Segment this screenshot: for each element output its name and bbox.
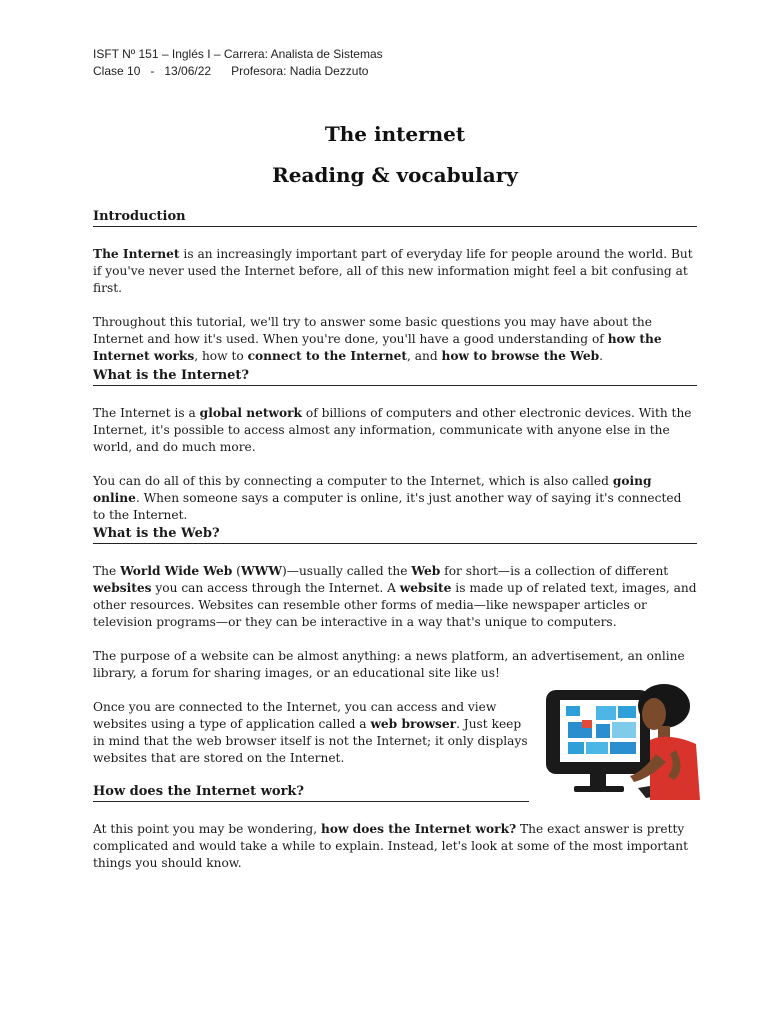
section-heading: What is the Internet? — [93, 367, 697, 386]
paragraph: The Internet is an increasingly important part of everyday life for people around the world. But if you've never used the Internet before, all of this new information might feel a bit confusing at first. — [93, 247, 693, 295]
paragraph: Throughout this tutorial, we'll try to answer some basic questions you may have about the Internet and how it's used. When you're done, you'll have a good understanding of how the Internet works, how to connect to the Internet, and how to browse the Web. — [93, 315, 662, 363]
paragraph: The purpose of a website can be almost anything: a news platform, an advertisement, an online library, a forum for sharing images, or an educational site like us! — [93, 649, 685, 680]
header-class-date: Clase 10 - 13/06/22 — [93, 64, 212, 78]
page-subtitle: Reading & vocabulary — [272, 163, 518, 187]
header-line-1: ISFT Nº 151 – Inglés I – Carrera: Analista de Sistemas — [93, 47, 383, 61]
person-at-computer-illustration — [546, 684, 700, 800]
page-title: The internet — [324, 122, 466, 146]
header-line-2 — [93, 63, 383, 80]
paragraph: Once you are connected to the Internet, you can access and view websites using a type of application called a web browser. Just keep in mind that the web browser itself is not the Internet; it only displays websites that are stored on the Internet. — [93, 700, 528, 765]
section-how-internet-works-heading — [93, 783, 529, 802]
section-what-is-internet — [93, 367, 697, 524]
section-heading: How does the Internet work? — [93, 783, 529, 802]
document-header — [93, 46, 383, 80]
paragraph: You can do all of this by connecting a computer to the Internet, which is also called going online. When someone says a computer is online, it's just another way of saying it's connected to the Internet. — [93, 474, 682, 522]
section-introduction — [93, 208, 697, 365]
section-how-internet-works — [93, 821, 697, 872]
section-heading: Introduction — [93, 208, 697, 227]
paragraph: The World Wide Web (WWW)—usually called the Web for short—is a collection of different websites you can access through the Internet. A website is made up of related text, images, and other resources. Websites can resemble other forms of media—like newspaper articles or television programs—or they can be interactive in a way that's unique to computers. — [93, 564, 697, 629]
paragraph: At this point you may be wondering, how does the Internet work? The exact answer is pretty complicated and would take a while to explain. Instead, let's look at some of the most important things you should know. — [93, 822, 689, 870]
header-teacher: Profesora: Nadia Dezzuto — [231, 64, 369, 78]
paragraph: The Internet is a global network of billions of computers and other electronic devices. With the Internet, it's possible to access almost any information, communicate with anyone else in the world, and do much more. — [93, 406, 692, 454]
section-heading: What is the Web? — [93, 525, 697, 544]
